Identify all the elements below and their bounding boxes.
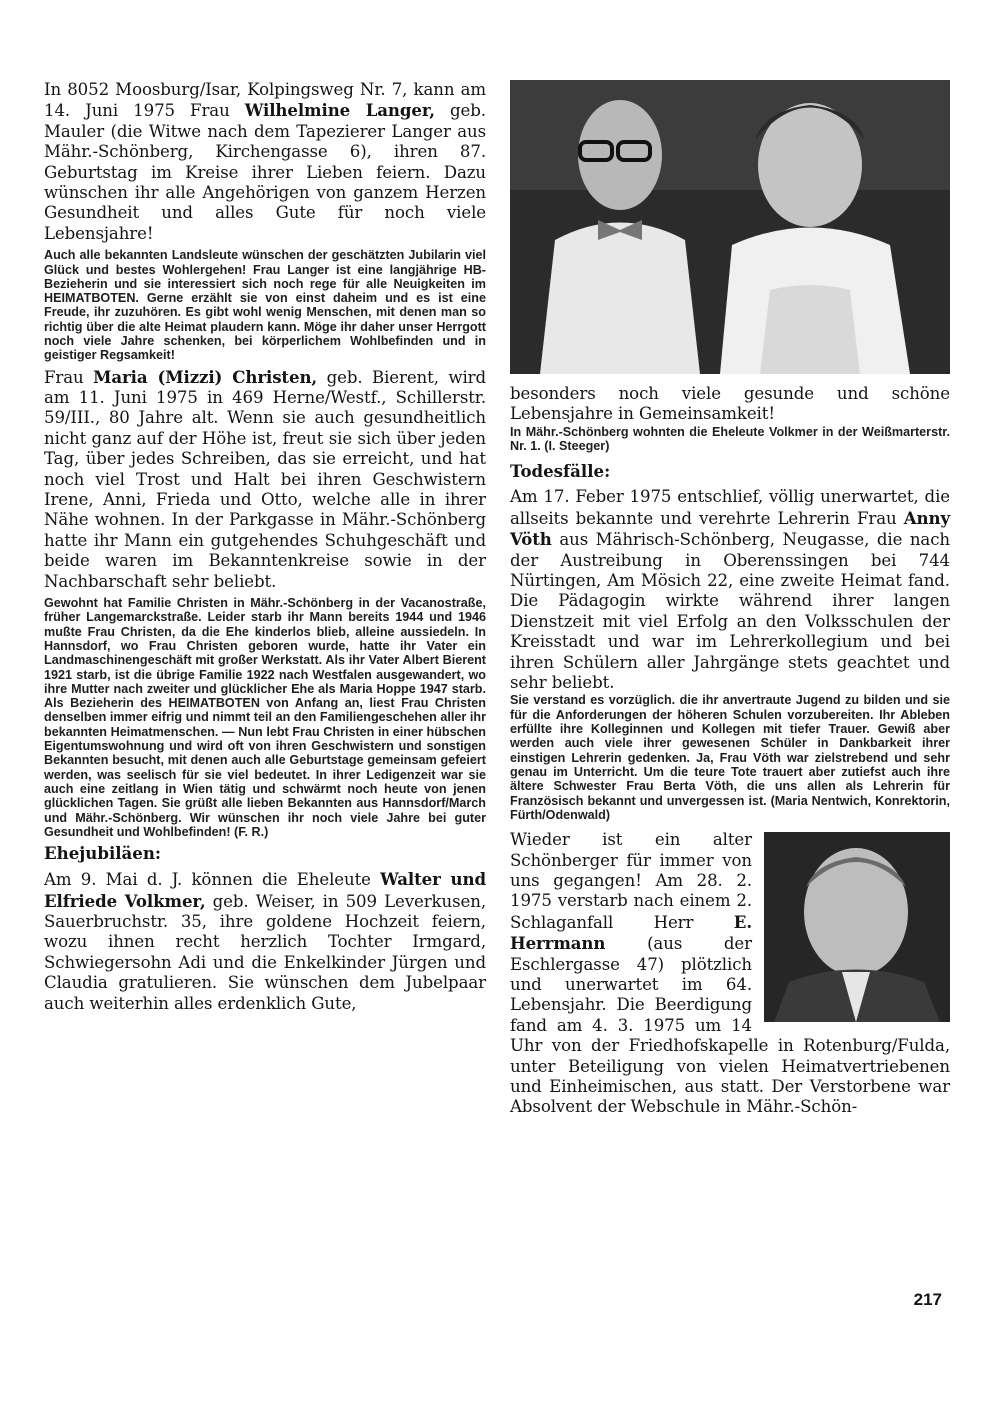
volkmer-anniversary-paragraph: Am 9. Mai d. J. können die Eheleute Walter und Elfriede Volkmer, geb. Weiser, in 509 Leverkusen, Sauerbruchstr. 35, ihre goldene Hochzeit feiern, wozu ihnen recht herzlich Tochter Irmgard, Schwiegersohn Adi und die Enkelkinder Jürgen und Claudia gratulieren. Sie wünschen dem Jubelpaar auch weiterhin alles erdenklich Gute, (44, 869, 486, 1013)
heading-todesfaelle: Todesfälle: (510, 461, 611, 482)
langer-birthday-paragraph: In 8052 Moosburg/Isar, Kolpingsweg Nr. 7, kann am 14. Juni 1975 Frau Wilhelmine Langer, geb. Mauler (die Witwe nach dem Tapezierer Langer aus Mähr.-Schönberg, Kirchengasse 6), ihren 87. Geburtstag im Kreise ihrer Lieben feiern. Dazu wünschen ihr alle Angehörigen von ganzem Herzen Gesundheit und alles Gute für noch viele Lebensjahre! (44, 80, 486, 243)
left-column (44, 80, 486, 1014)
couple-photo (510, 80, 950, 374)
herrmann-obituary-paragraph: Wieder ist ein alter Schönberger für immer von uns gegangen! Am 28. 2. 1975 verstarb nach einem 2. Schlaganfall Herr E. Herrmann (aus der Eschlergasse 47) plötzlich und unerwartet im 64. Lebensjahr. Die Beerdigung fand am 4. 3. 1975 um 14 Uhr von der Friedhofskapelle in Rotenburg/Fulda, unter Beteiligung von vielen Heimatvertriebenen und Einheimischen, aus statt. Der Verstorbene war Absolvent der Webschule in Mähr.-Schön- (510, 830, 950, 1117)
name-walter-elfriede-volkmer: Walter und Elfriede Volkmer, (44, 869, 486, 911)
volkmer-address-note: In Mähr.-Schönberg wohnten die Eheleute Volkmer in der Weißmarterstr. Nr. 1. (I. Steeger) (510, 424, 950, 454)
herrmann-portrait-photo (764, 832, 950, 1022)
heading-ehejubilaeen: Ehejubiläen: (44, 843, 162, 864)
name-wilhelmine-langer: Wilhelmine Langer, (244, 100, 435, 121)
christen-birthday-paragraph: Frau Maria (Mizzi) Christen, geb. Bierent, wird am 11. Juni 1975 in 469 Herne/Westf., Schillerstr. 59/III., 80 Jahre alt. Wenn sie auch gesundheitlich nicht ganz auf der Höhe ist, freut sie sich über jeden Tag, über jedes Schreiben, das sie erreicht, und hat noch viel Trost und Halt bei ihren Geschwistern Irene, Anni, Frieda und Otto, welche alle in ihrer Nähe wohnen. In der Parkgasse in Mähr.-Schönberg hatte ihr Mann ein gutgehendes Schuhgeschäft und beide waren im Bekanntenkreise sowie in der Nachbarschaft sehr beliebt. (44, 366, 487, 591)
name-e-herrmann: E. Herrmann (510, 911, 752, 954)
voeth-obituary-paragraph: Am 17. Feber 1975 entschlief, völlig unerwartet, die allseits bekannte und verehrte Lehrerin Frau Anny Vöth aus Mährisch-Schönberg, Neugasse, die nach der Austreibung in Oberenssingen bei 744 Nürtingen, Am Mösich 22, eine zweite Heimat fand. Die Pädagogin wirkte während ihrer langen Dienstzeit mit viel Erfolg an den Volksschulen der Kreisstadt und war im Lehrerkollegium und bei ihren Schülern aller Jahrgänge stets geachtet und sehr beliebt. (510, 487, 950, 693)
herrmann-portrait-illustration (764, 832, 950, 1022)
voeth-tribute-paragraph: Sie verstand es vorzüglich. die ihr anvertraute Jugend zu bilden und sie für die Anforderungen der höheren Schulen vorzubereiten. Ihr Ableben erfüllte ihre Kolleginnen und Kollegen mit tiefer Trauer. Gewiß aber werden auch viele ihrer gewesenen Schüler in Dankbarkeit ihrer einstigen Lehrerin gedenken. Ja, Frau Vöth war zielstrebend und sehr genau im Unterricht. Um die teure Tote trauert aber zutiefst auch ihre ältere Schwester Frau Berta Vöth, die uns allen als Lehrerin für Französisch bekannt und unvergessen ist. (Maria Nentwich, Konrektorin, Fürth/Odenwald) (510, 693, 950, 822)
langer-wishes-paragraph: Auch alle bekannten Landsleute wünschen der geschätzten Jubilarin viel Glück und bestes Wohlergehen! Frau Langer ist eine langjährige HB-Bezieherin und sie interessiert sich noch rege für alle Neuigkeiten im HEIMATBOTEN. Gerne erzählt sie von einst daheim und es ist eine Freude, ihr zuzuhören. Es gibt wohl wenig Menschen, mit denen man so richtig über die alte Heimat plaudern kann. Möge ihr daher unser Herrgott noch viele Jahre schenken, bei körperlichem Wohlbefinden und in geistiger Regsamkeit! (44, 248, 486, 363)
page-number: 217 (913, 1290, 942, 1309)
volkmer-wishes-continued: besonders noch viele gesunde und schöne Lebensjahre in Gemeinsamkeit! (510, 384, 950, 424)
right-column (510, 80, 950, 1118)
couple-photo-illustration (510, 80, 950, 374)
herrmann-obituary-block (510, 830, 950, 1118)
name-maria-christen: Maria (Mizzi) Christen, (93, 366, 318, 387)
christen-history-paragraph: Gewohnt hat Familie Christen in Mähr.-Schönberg in der Vacanostraße, früher Langemarckstraße. Leider starb ihr Mann bereits 1944 und 1946 mußte Frau Christen, da die Ehe kinderlos blieb, alleine aussiedeln. In Hannsdorf, wo Frau Christen geboren wurde, hatte ihr Vater ein Landmaschinengeschäft mit großer Werkstatt. Als ihr Vater Albert Bierent 1921 starb, ist die übrige Familie 1922 nach Westfalen ausgewandert, wo ihre Mutter nach zweiter und glücklicher Ehe als Maria Hoppe 1947 starb. Als Bezieherin des HEIMATBOTEN von Anfang an, liest Frau Christen denselben immer eifrig und nimmt teil an den Familiengeschehen aller ihr bekannten Heimatmenschen. — Nun lebt Frau Christen in einer hübschen Eigentumswohnung und wird oft von ihren Geschwistern und sonstigen Bekannten besucht, mit denen auch alle Geburtstage gemeinsam gefeiert werden, was seelisch für sie viel bedeutet. In ihrer Ledigenzeit war sie auch eine zeitlang in Wien tätig und schwärmt noch heute von jenen glücklichen Tagen. Sie grüßt alle lieben Bekannten aus Hannsdorf/March und Mähr.-Schönberg. Wir wünschen ihr noch viele Jahre bei guter Gesundheit und Wohlbefinden! (F. R.) (44, 596, 486, 839)
name-anny-voeth: Anny Vöth (510, 507, 950, 550)
